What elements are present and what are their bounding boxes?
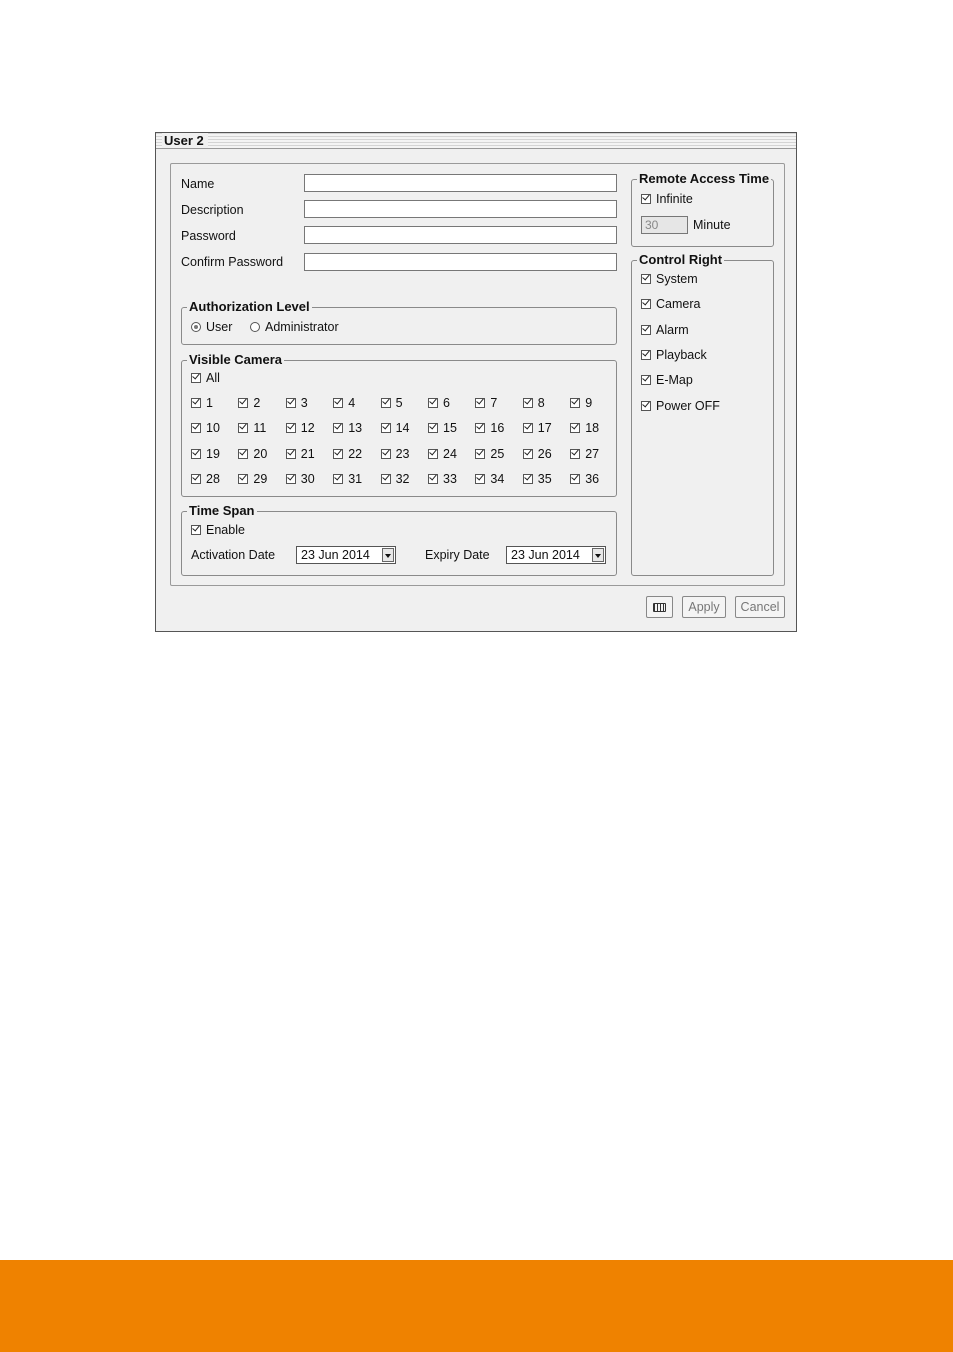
minute-input[interactable] bbox=[641, 216, 688, 234]
checkbox-checked-icon bbox=[191, 474, 201, 484]
camera-checkbox[interactable] bbox=[286, 472, 315, 486]
checkbox-checked-icon bbox=[286, 449, 296, 459]
password-field[interactable] bbox=[304, 226, 617, 244]
camera-checkbox[interactable] bbox=[523, 447, 552, 461]
radio-user[interactable] bbox=[191, 320, 232, 334]
camera-checkbox[interactable] bbox=[475, 447, 504, 461]
checkbox-checked-icon bbox=[641, 375, 651, 385]
footer-color-bar bbox=[0, 1260, 953, 1352]
checkbox-checked-icon bbox=[523, 423, 533, 433]
checkbox-checked-icon bbox=[475, 474, 485, 484]
name-field[interactable] bbox=[304, 174, 617, 192]
camera-checkbox[interactable] bbox=[570, 472, 599, 486]
camera-all-checkbox[interactable] bbox=[191, 371, 220, 385]
radio-administrator-label: Administrator bbox=[265, 320, 339, 334]
dropdown-arrow-icon[interactable] bbox=[592, 548, 604, 562]
checkbox-checked-icon bbox=[641, 350, 651, 360]
camera-number-label: 23 bbox=[395, 446, 410, 461]
checkbox-checked-icon bbox=[238, 423, 248, 433]
checkbox-checked-icon bbox=[286, 423, 296, 433]
description-label: Description bbox=[181, 203, 244, 217]
checkbox-checked-icon bbox=[333, 398, 343, 408]
camera-number-label: 18 bbox=[585, 421, 600, 436]
infinite-label: Infinite bbox=[656, 192, 693, 206]
camera-checkbox[interactable] bbox=[333, 472, 362, 486]
control-right-group bbox=[631, 252, 774, 576]
checkbox-checked-icon bbox=[381, 474, 391, 484]
checkbox-checked-icon bbox=[523, 474, 533, 484]
checkbox-checked-icon bbox=[428, 398, 438, 408]
control-right-checkbox[interactable] bbox=[641, 399, 720, 413]
checkbox-checked-icon bbox=[191, 449, 201, 459]
camera-number-label: 10 bbox=[206, 421, 220, 436]
keyboard-button[interactable] bbox=[646, 596, 673, 618]
camera-checkbox[interactable] bbox=[570, 421, 599, 435]
checkbox-checked-icon bbox=[641, 194, 651, 204]
authorization-level-group bbox=[181, 299, 617, 345]
remote-access-time-group bbox=[631, 171, 774, 247]
time-span-group bbox=[181, 503, 617, 576]
keyboard-icon bbox=[653, 603, 666, 612]
camera-number-label: 36 bbox=[585, 471, 600, 486]
camera-checkbox[interactable] bbox=[238, 472, 267, 486]
checkbox-checked-icon bbox=[475, 398, 485, 408]
activation-date-value: 23 Jun 2014 bbox=[301, 548, 370, 562]
camera-number-label: 24 bbox=[443, 446, 457, 461]
camera-checkbox[interactable] bbox=[381, 447, 410, 461]
checkbox-checked-icon bbox=[570, 398, 580, 408]
radio-selected-icon bbox=[191, 322, 201, 332]
camera-number-label: 35 bbox=[537, 471, 552, 486]
checkbox-checked-icon bbox=[570, 449, 580, 459]
control-right-checkbox[interactable] bbox=[641, 297, 700, 311]
password-label: Password bbox=[181, 229, 236, 243]
control-right-checkbox[interactable] bbox=[641, 323, 689, 337]
checkbox-checked-icon bbox=[191, 423, 201, 433]
camera-number-label: 14 bbox=[395, 421, 410, 436]
camera-checkbox[interactable] bbox=[381, 396, 403, 410]
control-right-checkbox[interactable] bbox=[641, 272, 698, 286]
visible-camera-legend: Visible Camera bbox=[189, 352, 282, 367]
camera-checkbox[interactable] bbox=[523, 421, 552, 435]
checkbox-checked-icon bbox=[523, 398, 533, 408]
confirm-password-field[interactable] bbox=[304, 253, 617, 271]
camera-checkbox[interactable] bbox=[523, 396, 545, 410]
checkbox-checked-icon bbox=[333, 423, 343, 433]
camera-checkbox[interactable] bbox=[286, 421, 315, 435]
camera-number-label: 33 bbox=[443, 471, 457, 486]
camera-checkbox[interactable] bbox=[286, 447, 315, 461]
time-span-enable-label: Enable bbox=[206, 523, 245, 537]
camera-checkbox[interactable] bbox=[381, 472, 410, 486]
camera-checkbox[interactable] bbox=[475, 472, 504, 486]
checkbox-checked-icon bbox=[286, 474, 296, 484]
control-right-legend: Control Right bbox=[639, 252, 723, 267]
main-panel bbox=[170, 163, 785, 586]
control-right-label: System bbox=[656, 272, 698, 286]
camera-checkbox[interactable] bbox=[238, 421, 266, 435]
name-label: Name bbox=[181, 177, 215, 191]
checkbox-checked-icon bbox=[428, 449, 438, 459]
checkbox-checked-icon bbox=[475, 449, 485, 459]
checkbox-checked-icon bbox=[475, 423, 485, 433]
camera-number-label: 3 bbox=[300, 396, 308, 410]
camera-checkbox[interactable] bbox=[333, 396, 355, 410]
radio-unselected-icon bbox=[250, 322, 260, 332]
camera-checkbox[interactable] bbox=[428, 472, 457, 486]
dropdown-arrow-icon[interactable] bbox=[382, 548, 394, 562]
description-field[interactable] bbox=[304, 200, 617, 218]
apply-button[interactable]: Apply bbox=[682, 596, 726, 618]
checkbox-checked-icon bbox=[523, 449, 533, 459]
checkbox-checked-icon bbox=[641, 299, 651, 309]
camera-checkbox[interactable] bbox=[191, 472, 220, 486]
camera-number-label: 1 bbox=[206, 396, 213, 410]
checkbox-checked-icon bbox=[570, 474, 580, 484]
checkbox-checked-icon bbox=[238, 398, 248, 408]
camera-number-label: 26 bbox=[537, 446, 552, 461]
control-right-label: Alarm bbox=[656, 322, 689, 337]
camera-number-label: 31 bbox=[348, 471, 363, 486]
activation-date-label: Activation Date bbox=[191, 548, 276, 562]
camera-checkbox[interactable] bbox=[428, 396, 450, 410]
radio-administrator[interactable] bbox=[250, 320, 339, 334]
infinite-checkbox[interactable] bbox=[641, 192, 693, 206]
camera-number-label: 11 bbox=[253, 421, 267, 436]
camera-checkbox[interactable] bbox=[191, 421, 220, 435]
checkbox-checked-icon bbox=[641, 325, 651, 335]
camera-number-label: 5 bbox=[395, 396, 403, 410]
camera-checkbox[interactable] bbox=[191, 447, 220, 461]
time-span-enable-checkbox[interactable] bbox=[191, 523, 245, 537]
camera-checkbox[interactable] bbox=[570, 396, 592, 410]
window-title: User 2 bbox=[162, 133, 208, 148]
checkbox-checked-icon bbox=[191, 373, 201, 383]
camera-checkbox[interactable] bbox=[191, 396, 213, 410]
camera-number-label: 21 bbox=[300, 446, 315, 461]
camera-number-label: 9 bbox=[585, 396, 593, 410]
camera-checkbox[interactable] bbox=[333, 421, 362, 435]
camera-checkbox[interactable] bbox=[428, 421, 457, 435]
camera-number-label: 4 bbox=[348, 396, 356, 410]
control-right-checkbox[interactable] bbox=[641, 348, 707, 362]
control-right-checkbox[interactable] bbox=[641, 373, 693, 387]
expiry-date-value: 23 Jun 2014 bbox=[511, 548, 580, 562]
radio-user-label: User bbox=[206, 320, 233, 334]
camera-number-label: 17 bbox=[537, 421, 552, 436]
camera-checkbox[interactable] bbox=[333, 447, 362, 461]
checkbox-checked-icon bbox=[238, 474, 248, 484]
camera-number-label: 27 bbox=[585, 446, 600, 461]
title-bar bbox=[156, 133, 796, 149]
camera-number-label: 19 bbox=[206, 446, 220, 461]
camera-number-label: 2 bbox=[253, 396, 261, 410]
checkbox-checked-icon bbox=[428, 474, 438, 484]
camera-number-label: 25 bbox=[490, 446, 505, 461]
visible-camera-group bbox=[181, 352, 617, 497]
expiry-date-select[interactable] bbox=[506, 546, 606, 564]
camera-checkbox[interactable] bbox=[238, 396, 260, 410]
activation-date-select[interactable] bbox=[296, 546, 396, 564]
checkbox-checked-icon bbox=[381, 449, 391, 459]
checkbox-checked-icon bbox=[238, 449, 248, 459]
camera-checkbox[interactable] bbox=[475, 421, 504, 435]
confirm-password-label: Confirm Password bbox=[181, 255, 284, 269]
checkbox-checked-icon bbox=[428, 423, 438, 433]
cancel-button[interactable]: Cancel bbox=[735, 596, 785, 618]
camera-number-label: 29 bbox=[253, 471, 268, 486]
checkbox-checked-icon bbox=[286, 398, 296, 408]
remote-access-time-legend: Remote Access Time bbox=[639, 171, 770, 186]
camera-checkbox[interactable] bbox=[286, 396, 308, 410]
authorization-level-legend: Authorization Level bbox=[189, 299, 310, 314]
camera-checkbox[interactable] bbox=[523, 472, 552, 486]
camera-number-label: 16 bbox=[490, 421, 505, 436]
camera-number-label: 7 bbox=[490, 396, 498, 410]
camera-number-label: 28 bbox=[206, 471, 220, 486]
camera-number-label: 30 bbox=[300, 471, 315, 486]
camera-checkbox[interactable] bbox=[381, 421, 410, 435]
checkbox-checked-icon bbox=[333, 474, 343, 484]
camera-number-label: 22 bbox=[348, 446, 363, 461]
checkbox-checked-icon bbox=[641, 274, 651, 284]
checkbox-checked-icon bbox=[570, 423, 580, 433]
camera-all-label: All bbox=[206, 371, 220, 385]
control-right-label: Power OFF bbox=[656, 398, 720, 413]
control-right-label: Camera bbox=[656, 297, 701, 312]
checkbox-checked-icon bbox=[381, 423, 391, 433]
camera-number-label: 20 bbox=[253, 446, 268, 461]
camera-number-label: 8 bbox=[537, 396, 545, 410]
checkbox-checked-icon bbox=[191, 525, 201, 535]
control-right-label: Playback bbox=[656, 347, 707, 362]
camera-checkbox[interactable] bbox=[428, 447, 457, 461]
camera-number-label: 13 bbox=[348, 421, 363, 436]
camera-checkbox[interactable] bbox=[238, 447, 267, 461]
camera-number-label: 34 bbox=[490, 471, 505, 486]
camera-number-label: 32 bbox=[395, 471, 410, 486]
checkbox-checked-icon bbox=[641, 401, 651, 411]
checkbox-checked-icon bbox=[381, 398, 391, 408]
camera-number-label: 6 bbox=[443, 396, 450, 410]
checkbox-checked-icon bbox=[191, 398, 201, 408]
camera-checkbox[interactable] bbox=[570, 447, 599, 461]
camera-number-label: 12 bbox=[300, 421, 315, 436]
minute-label: Minute bbox=[693, 218, 731, 232]
camera-number-label: 15 bbox=[443, 421, 457, 436]
time-span-legend: Time Span bbox=[189, 503, 255, 518]
control-right-label: E-Map bbox=[656, 373, 693, 388]
user-settings-window bbox=[155, 132, 797, 632]
expiry-date-label: Expiry Date bbox=[425, 548, 490, 562]
camera-checkbox[interactable] bbox=[475, 396, 497, 410]
checkbox-checked-icon bbox=[333, 449, 343, 459]
